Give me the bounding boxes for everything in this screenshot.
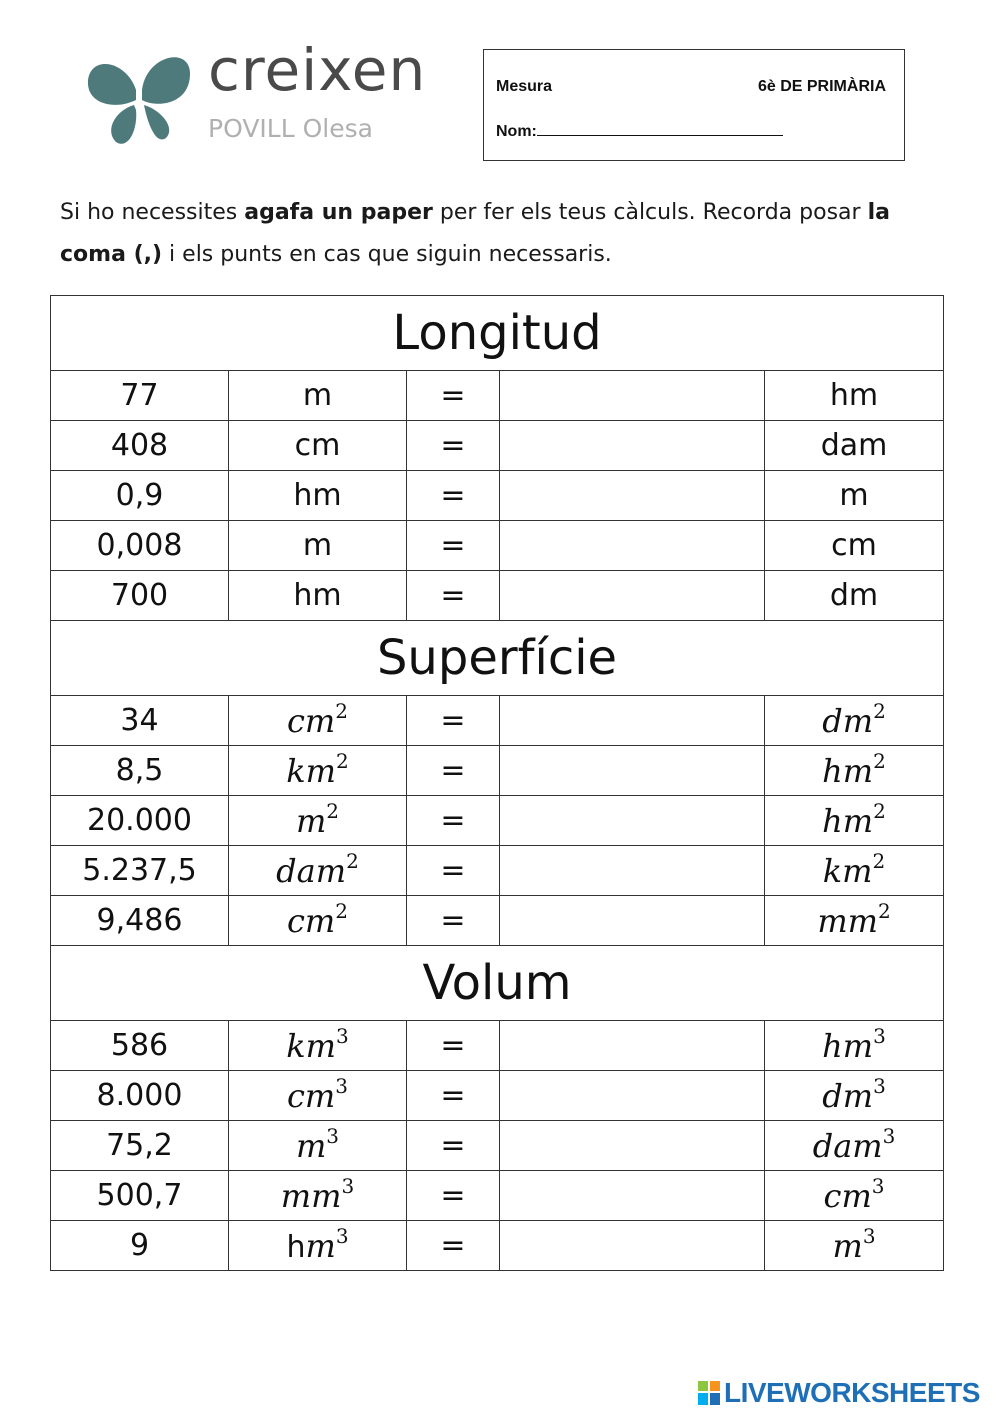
to-unit-cell [765,796,944,846]
from-unit: hm [293,478,342,513]
answer-cell [500,521,765,571]
equals-sign: = [407,521,500,571]
to-unit-exponent: 2 [873,698,886,723]
instructions-part2: per fer els teus càlculs. Recorda posar [432,200,868,225]
answer-cell [500,1171,765,1221]
logo-name: creixen [208,36,427,104]
to-unit-cell [765,471,944,521]
from-unit-symbol: km [286,1026,336,1065]
equals-sign: = [407,696,500,746]
answer-input[interactable] [500,1071,764,1120]
name-line [537,123,783,136]
to-unit-exponent: 2 [872,848,886,873]
to-unit [822,848,886,890]
equals-sign: = [407,1171,500,1221]
to-unit: dam [820,428,888,463]
from-unit-cell [229,421,407,471]
from-unit [287,1073,348,1115]
to-unit-exponent: 3 [871,1173,885,1198]
value-cell: 5.237,5 [51,846,229,896]
conversion-table [50,295,944,1271]
answer-input[interactable] [500,796,764,845]
instructions-bold1: agafa un paper [244,200,433,225]
section-title: Volum [51,946,944,1021]
to-unit-symbol: mm [817,901,878,940]
to-unit-exponent: 3 [862,1223,876,1248]
instructions-part1: Si ho necessites [60,200,245,225]
from-unit [286,748,349,790]
from-unit-exponent: 3 [341,1173,355,1198]
to-unit-cell [765,371,944,421]
to-unit [832,1223,876,1265]
liveworksheets-logo-icon [698,1381,720,1405]
answer-input[interactable] [500,421,764,470]
from-unit-cell [229,1021,407,1071]
from-unit-cell [229,521,407,571]
from-unit: m [302,378,333,413]
to-unit-exponent: 2 [873,748,886,773]
to-unit-symbol: m [832,1226,863,1265]
equals-sign: = [407,1021,500,1071]
to-unit-symbol: dm [822,701,874,740]
answer-input[interactable] [500,1121,764,1170]
grade-label: 6è DE PRIMÀRIA [757,78,886,95]
answer-input[interactable] [500,1021,764,1070]
from-unit-symbol: m [295,1126,327,1165]
from-unit-symbol: cm [287,1076,336,1115]
from-unit-cell [229,696,407,746]
from-unit-symbol: cm [287,701,336,740]
answer-input[interactable] [500,371,764,420]
conversion-row [51,696,944,746]
to-unit-cell [765,1021,944,1071]
conversion-row [51,746,944,796]
from-unit-cell [229,1221,407,1271]
conversion-row [51,1221,944,1271]
answer-cell [500,371,765,421]
answer-cell [500,1021,765,1071]
equals-sign: = [407,846,500,896]
value-cell: 34 [51,696,229,746]
name-label: Nom: [496,123,537,140]
answer-input[interactable] [500,696,764,745]
from-unit [286,1023,349,1065]
to-unit-exponent: 3 [873,1023,886,1048]
answer-cell [500,1221,765,1271]
section-header-row [51,296,944,371]
conversion-row [51,471,944,521]
from-unit [295,1123,340,1165]
to-unit: hm [829,378,879,413]
from-unit: cm [294,428,341,463]
equals-sign: = [407,421,500,471]
from-unit [287,698,348,740]
equals-sign: = [407,796,500,846]
value-cell: 586 [51,1021,229,1071]
to-unit-symbol: dam [812,1126,883,1165]
from-unit-exponent: 2 [336,748,349,773]
from-unit: m [302,528,333,563]
answer-cell [500,696,765,746]
answer-input[interactable] [500,896,764,945]
from-unit-prefix: h [286,1229,306,1265]
from-unit-cell [229,571,407,621]
section-header-row [51,621,944,696]
answer-input[interactable] [500,521,764,570]
to-unit-exponent: 3 [882,1123,896,1148]
answer-cell [500,896,765,946]
from-unit-exponent: 2 [326,798,340,823]
answer-input[interactable] [500,471,764,520]
to-unit [823,1173,885,1215]
from-unit-symbol: m [295,801,327,840]
section-title: Superfície [51,621,944,696]
answer-cell [500,846,765,896]
to-unit-cell [765,1171,944,1221]
value-cell: 0,008 [51,521,229,571]
to-unit-cell [765,421,944,471]
value-cell: 8.000 [51,1071,229,1121]
to-unit [822,698,886,740]
value-cell: 75,2 [51,1121,229,1171]
value-cell: 0,9 [51,471,229,521]
to-unit-cell [765,746,944,796]
conversion-row [51,1171,944,1221]
answer-cell [500,571,765,621]
answer-input[interactable] [500,571,764,620]
to-unit-cell [765,1071,944,1121]
school-logo [86,36,446,150]
from-unit [287,898,348,940]
from-unit [295,798,340,840]
from-unit-exponent: 2 [335,698,348,723]
from-unit [305,1223,349,1265]
from-unit-cell [229,1171,407,1221]
conversion-row [51,1021,944,1071]
answer-cell [500,1071,765,1121]
to-unit-cell [765,521,944,571]
from-unit [280,1173,355,1215]
conversion-row [51,1121,944,1171]
value-cell: 408 [51,421,229,471]
from-unit-cell [229,1121,407,1171]
value-cell: 20.000 [51,796,229,846]
from-unit-symbol: km [286,751,336,790]
answer-cell [500,746,765,796]
value-cell: 9 [51,1221,229,1271]
to-unit-exponent: 2 [878,898,891,923]
from-unit-exponent: 3 [335,1223,349,1248]
from-unit-exponent: 2 [346,848,359,873]
name-field[interactable] [496,123,783,141]
brand-text: LIVEWORKSHEETS [724,1377,980,1408]
from-unit-cell [229,846,407,896]
from-unit-symbol: cm [287,901,336,940]
equals-sign: = [407,746,500,796]
conversion-row [51,371,944,421]
conversion-row [51,521,944,571]
from-unit-cell [229,471,407,521]
table-body [51,296,944,1271]
to-unit-cell [765,846,944,896]
from-unit: hm [293,578,342,613]
answer-cell [500,1121,765,1171]
answer-cell [500,796,765,846]
conversion-row [51,1071,944,1121]
equals-sign: = [407,896,500,946]
from-unit-symbol: mm [280,1176,342,1215]
value-cell: 77 [51,371,229,421]
to-unit-cell [765,896,944,946]
equals-sign: = [407,1071,500,1121]
conversion-row [51,796,944,846]
equals-sign: = [407,1221,500,1271]
from-unit-exponent: 2 [335,898,348,923]
section-header-row [51,946,944,1021]
butterfly-logo-icon [86,50,196,150]
to-unit: m [839,478,869,513]
to-unit-symbol: hm [822,751,874,790]
answer-input[interactable] [500,1221,764,1270]
from-unit-cell [229,371,407,421]
to-unit [817,898,891,940]
header-box [483,49,905,161]
equals-sign: = [407,471,500,521]
to-unit-cell [765,1221,944,1271]
to-unit [822,798,886,840]
equals-sign: = [407,1121,500,1171]
value-cell: 9,486 [51,896,229,946]
from-unit-symbol: m [305,1226,336,1265]
section-title: Longitud [51,296,944,371]
to-unit-symbol: km [822,851,873,890]
to-unit-cell [765,1121,944,1171]
to-unit [812,1123,896,1165]
from-unit [276,848,359,890]
answer-input[interactable] [500,1171,764,1220]
answer-input[interactable] [500,746,764,795]
conversion-row [51,896,944,946]
from-unit-exponent: 3 [335,1073,348,1098]
from-unit-exponent: 3 [336,1023,349,1048]
to-unit-cell [765,696,944,746]
equals-sign: = [407,371,500,421]
instructions-part3: i els punts en cas que siguin necessaris. [162,242,612,267]
answer-cell [500,471,765,521]
to-unit-exponent: 2 [873,798,886,823]
to-unit-symbol: dm [822,1076,874,1115]
to-unit [822,1023,886,1065]
to-unit: dm [829,578,879,613]
value-cell: 700 [51,571,229,621]
to-unit: cm [831,528,877,563]
to-unit-symbol: hm [822,801,874,840]
value-cell: 8,5 [51,746,229,796]
from-unit-cell [229,896,407,946]
logo-subtitle: POVILL Olesa [208,114,373,143]
conversion-row [51,571,944,621]
to-unit [822,1073,886,1115]
from-unit-cell [229,1071,407,1121]
conversion-row [51,421,944,471]
from-unit-cell [229,796,407,846]
to-unit-exponent: 3 [873,1073,886,1098]
instructions-bold2: la coma (,) [60,200,890,267]
value-cell: 500,7 [51,1171,229,1221]
worksheet-title: Mesura [496,78,553,95]
brand-footer [698,1376,980,1410]
conversion-row [51,846,944,896]
answer-input[interactable] [500,846,764,895]
from-unit-exponent: 3 [326,1123,340,1148]
to-unit-symbol: cm [823,1176,872,1215]
from-unit-symbol: dam [276,851,347,890]
to-unit-cell [765,571,944,621]
to-unit [822,748,886,790]
instructions [60,192,940,276]
from-unit-cell [229,746,407,796]
to-unit-symbol: hm [822,1026,874,1065]
answer-cell [500,421,765,471]
equals-sign: = [407,571,500,621]
